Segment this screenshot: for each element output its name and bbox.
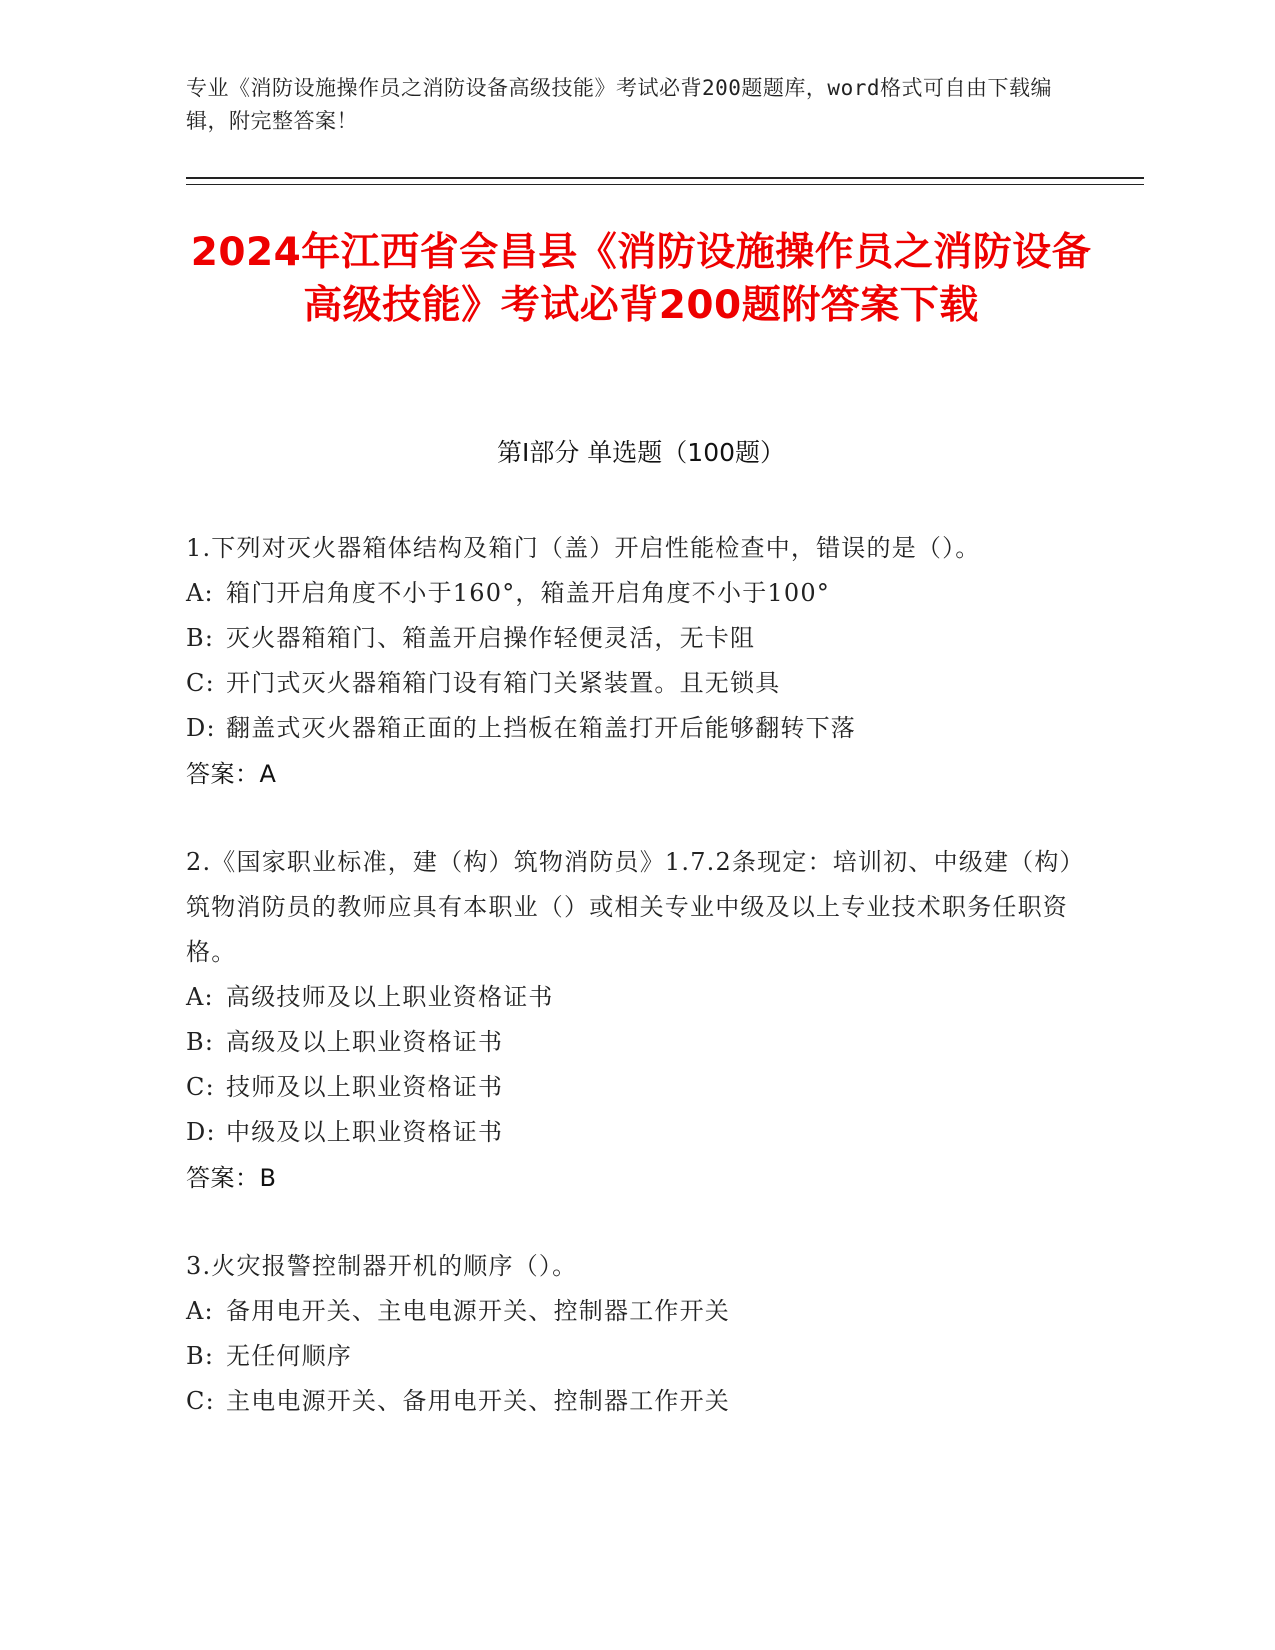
option-text: 主电电源开关、备用电开关、控制器工作开关 bbox=[226, 1387, 730, 1415]
option-key: C: bbox=[186, 1387, 215, 1415]
option-text: 灭火器箱箱门、箱盖开启操作轻便灵活，无卡阻 bbox=[226, 624, 756, 652]
answer-line bbox=[186, 1155, 1086, 1201]
answer-label: 答案： bbox=[186, 1164, 260, 1192]
option-c bbox=[186, 1379, 1086, 1424]
answer-value: B bbox=[259, 1164, 277, 1192]
option-key: A: bbox=[186, 1297, 214, 1325]
question-stem: 1.下列对灭火器箱体结构及箱门（盖）开启性能检查中，错误的是（）。 bbox=[186, 534, 981, 562]
option-text: 翻盖式灭火器箱正面的上挡板在箱盖打开后能够翻转下落 bbox=[226, 714, 856, 742]
option-text: 中级及以上职业资格证书 bbox=[226, 1118, 504, 1146]
option-key: B: bbox=[186, 1342, 215, 1370]
header-rule-thick bbox=[186, 177, 1144, 179]
question-1 bbox=[186, 526, 1086, 797]
option-b bbox=[186, 616, 1086, 661]
option-text: 技师及以上职业资格证书 bbox=[226, 1073, 504, 1101]
answer-value: A bbox=[259, 760, 277, 788]
option-key: A: bbox=[186, 579, 214, 607]
section-title: 第I部分 单选题（100题） bbox=[496, 438, 786, 467]
question-stem: 2.《国家职业标准，建（构）筑物消防员》1.7.2条现定：培训初、中级建（构）筑物消防员的教师应具有本职业（）或相关专业中级及以上专业技术职务任职资格。 bbox=[186, 848, 1085, 966]
option-text: 高级技师及以上职业资格证书 bbox=[226, 983, 554, 1011]
option-key: A: bbox=[186, 983, 214, 1011]
answer-line bbox=[186, 751, 1086, 797]
option-text: 备用电开关、主电电源开关、控制器工作开关 bbox=[226, 1297, 730, 1325]
option-text: 无任何顺序 bbox=[226, 1342, 352, 1370]
option-text: 高级及以上职业资格证书 bbox=[226, 1028, 504, 1056]
question-3 bbox=[186, 1244, 1086, 1424]
option-a bbox=[186, 571, 1086, 616]
option-b bbox=[186, 1020, 1086, 1065]
option-key: D: bbox=[186, 1118, 216, 1146]
document-title: 2024年江西省会昌县《消防设施操作员之消防设备高级技能》考试必背200题附答案下载 bbox=[190, 230, 1092, 328]
option-key: B: bbox=[186, 1028, 215, 1056]
option-key: B: bbox=[186, 624, 215, 652]
header-note: 专业《消防设施操作员之消防设备高级技能》考试必背200题题库，word格式可自由下载编辑，附完整答案！ bbox=[186, 76, 1052, 133]
option-key: D: bbox=[186, 714, 216, 742]
option-a bbox=[186, 975, 1086, 1020]
answer-label: 答案： bbox=[186, 760, 260, 788]
option-c bbox=[186, 661, 1086, 706]
question-list bbox=[186, 526, 1086, 1467]
question-2 bbox=[186, 840, 1086, 1201]
question-stem: 3.火灾报警控制器开机的顺序（）。 bbox=[186, 1252, 578, 1280]
header-rule-thin bbox=[186, 184, 1144, 185]
option-text: 箱门开启角度不小于160°，箱盖开启角度不小于100° bbox=[226, 579, 831, 607]
option-text: 开门式灭火器箱箱门设有箱门关紧装置。且无锁具 bbox=[226, 669, 781, 697]
option-d bbox=[186, 1110, 1086, 1155]
option-key: C: bbox=[186, 1073, 215, 1101]
option-b bbox=[186, 1334, 1086, 1379]
option-a bbox=[186, 1289, 1086, 1334]
option-d bbox=[186, 706, 1086, 751]
option-c bbox=[186, 1065, 1086, 1110]
option-key: C: bbox=[186, 669, 215, 697]
